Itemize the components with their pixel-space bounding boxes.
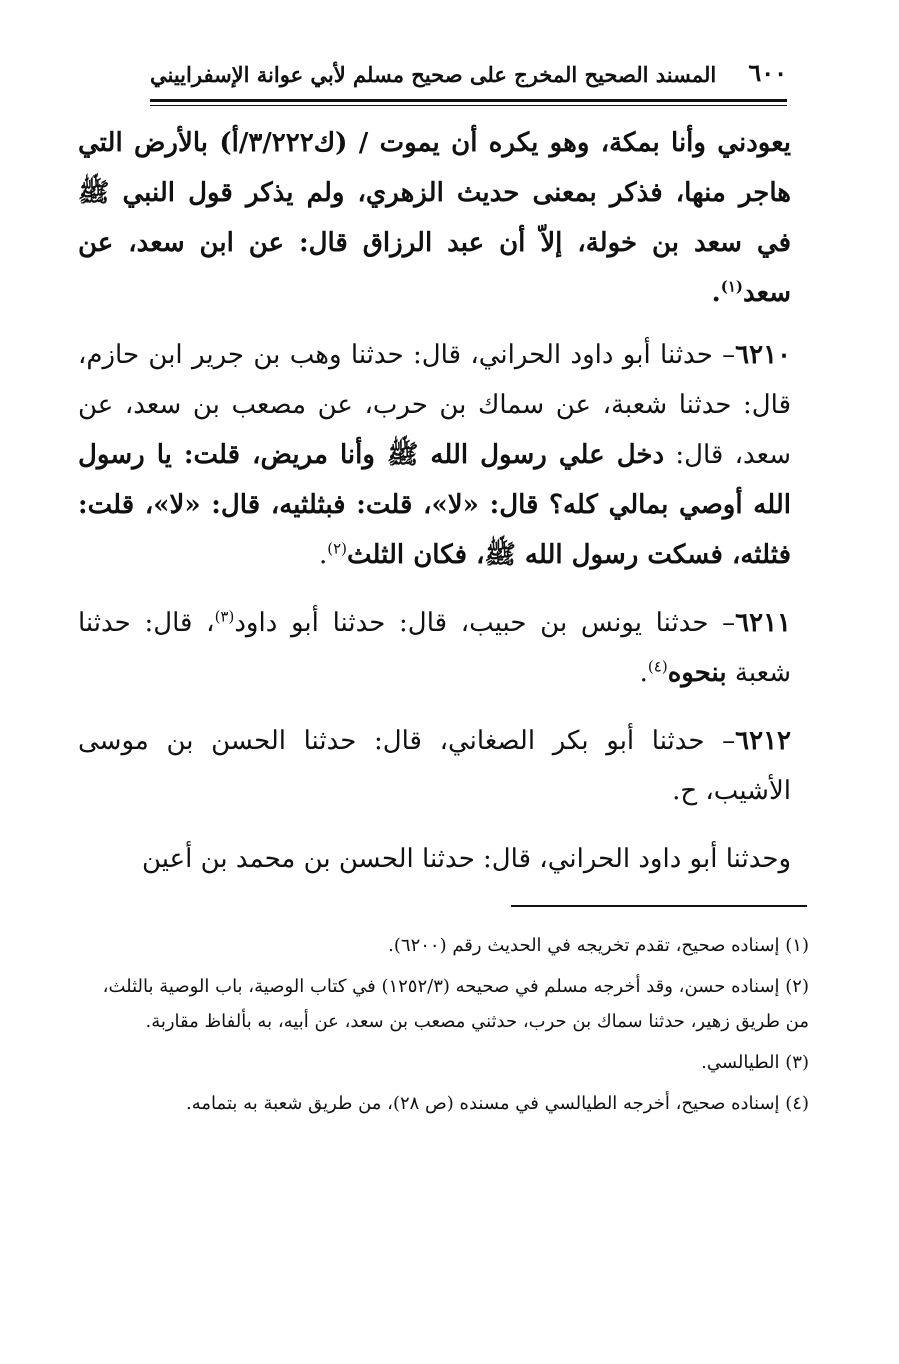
header-rule (150, 99, 787, 106)
hadith-6210: ٦٢١٠– حدثنا أبو داود الحراني، قال: حدثنا وهب بن جرير ابن حازم، قال: حدثنا شعبة، عن سماك بن حرب، عن مصعب بن سعد، عن سعد، قال: دخل علي رسول الله ﷺ وأنا مريض، قلت: يا رسول الله أوصي بمالي كله؟ قال: «لا»، قلت: فبثلثيه، قال: «لا»، قلت: فثلثه، فسكت رسول الله ﷺ، فكان الثلث$^{(٢)}$. (78, 340, 791, 570)
main-text (78, 118, 791, 902)
isnad-continuation (78, 834, 791, 884)
footnote-text: إسناده صحيح، أخرجه الطيالسي في مسنده (ص ٢٨)، من طريق شعبة به بتمامه. (186, 1093, 780, 1114)
isnad-text: وحدثنا أبو داود الحراني، قال: حدثنا الحسن بن محمد بن أعين (141, 844, 791, 874)
footnote-ref-1: (١) (720, 277, 744, 296)
running-title: المسند الصحيح المخرج على صحيح مسلم لأبي عوانة الإسفراييني (150, 62, 717, 87)
footnote-text: إسناده حسن، وقد أخرجه مسلم في صحيحه (١٢٥٢/٣) في كتاب الوصية، باب الوصية بالثلث، من طريق زهير، حدثنا سماك بن حرب، حدثني مصعب بن سعد، عن أبيه، به بألفاظ مقاربة. (102, 976, 809, 1032)
paragraph-text: يعودني وأنا بمكة، وهو يكره أن يموت / (ك٣/٢٢٢/أ) بالأرض التي هاجر منها، فذكر بمعنى حديث الزهري، ولم يذكر قول النبي ﷺ في سعد بن خولة، إلاّ أن عبد الرزاق قال: عن ابن سعد، عن سعد (78, 128, 791, 308)
footnote-mark: (٤) (785, 1093, 809, 1114)
footnote-4 (92, 1086, 809, 1121)
page-number: ٦٠٠ (748, 58, 787, 87)
footnote-1 (92, 928, 809, 963)
isnad-text: – حدثنا يونس بن حبيب، قال: حدثنا أبو داود (234, 608, 736, 638)
footnote-3 (92, 1045, 809, 1080)
paragraph-continuation: يعودني وأنا بمكة، وهو يكره أن يموت / (ك٣/٢٢٢/أ) بالأرض التي هاجر منها، فذكر بمعنى حديث الزهري، ولم يذكر قول النبي ﷺ في سعد بن خولة، إلاّ أن عبد الرزاق قال: عن ابن سعد، عن سعد$^{(١)}$. (78, 128, 791, 308)
footnote-mark: (١) (785, 935, 809, 956)
footnote-mark: (٣) (785, 1052, 809, 1073)
isnad-text: – حدثنا أبو داود الحراني، قال: حدثنا وهب بن جرير ابن حازم، قال: حدثنا شعبة، عن سماك بن حرب، عن مصعب بن سعد، عن سعد، قال: (78, 340, 791, 470)
hadith-6212 (78, 716, 791, 816)
matn-text: بنحوه (667, 658, 727, 688)
footnote-text: الطيالسي. (701, 1052, 780, 1073)
footnote-separator (511, 905, 807, 907)
page-header (150, 58, 787, 104)
isnad-text: – حدثنا أبو بكر الصغاني، قال: حدثنا الحسن بن موسى الأشيب، ح. (78, 726, 791, 806)
footnotes (92, 928, 809, 1127)
footnote-ref-4: (٤) (647, 657, 668, 676)
footnote-text: إسناده صحيح، تقدم تخريجه في الحديث رقم (٦٢٠٠). (388, 935, 780, 956)
matn-text: دخل علي رسول الله ﷺ وأنا مريض، قلت: يا رسول الله أوصي بمالي كله؟ قال: «لا»، قلت: فبثلثيه، قال: «لا»، قلت: فثلثه، فسكت رسول الله ﷺ، فكان الثلث (78, 440, 791, 570)
hadith-number: ٦٢١٠ (735, 340, 791, 370)
isnad-text-cont: ، قال: حدثنا شعبة (78, 608, 791, 688)
footnote-2 (92, 969, 809, 1039)
footnote-ref-3: (٣) (214, 607, 235, 626)
footnote-ref-2: (٢) (327, 539, 348, 558)
hadith-number: ٦٢١١ (735, 608, 791, 638)
footnote-mark: (٢) (785, 976, 809, 997)
hadith-number: ٦٢١٢ (735, 726, 791, 756)
hadith-6211: ٦٢١١– حدثنا يونس بن حبيب، قال: حدثنا أبو داود$^{(٣)}$، قال: حدثنا شعبة بنحوه$^{(٤)}$. (78, 607, 791, 688)
